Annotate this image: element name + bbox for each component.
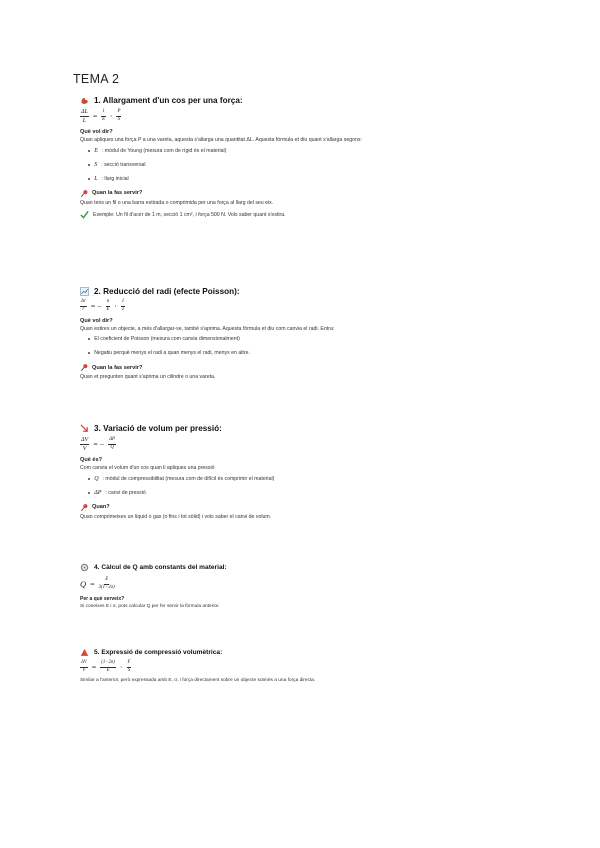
section-4 [80, 563, 550, 611]
list-item: Q : mòdul de compressibilitat (mesura com de difícil és comprimir el material) [88, 475, 550, 483]
pushpin-icon [80, 503, 89, 512]
formula: $\frac{\Delta V}{V}$ = $\frac{(1-2\sigma)}{E}$ · $\frac{F}{S}$ [81, 660, 131, 673]
paragraph: Quan comprimeixes un líquid o gas (o fins i tot sòlid) i vols saber el canvi de volum. [80, 513, 272, 520]
section-2 [80, 287, 550, 382]
paragraph: Quan estires un objecte, a més d'allargar-se, també s'aprima. Aquesta fórmula et diu com canvia el radi. Entra: [80, 325, 335, 332]
subheading: Quan la fas servir? [92, 190, 143, 197]
subheading: Quan la fas servir? [92, 364, 143, 371]
subheading: Què és? [80, 457, 103, 463]
section-title: 5. Expressió de compressió volumètrica: [94, 649, 223, 656]
paragraph: Similar a l'anterior, però expressada amb E, σ, i força directament sobre un objecte sotmès a una força directa. [80, 677, 316, 683]
paragraph: Quan tens un fil o una barra estirada o comprimida per una força al llarg del seu eix. [80, 199, 274, 206]
list-item: El coeficient de Poisson (mesura com canvia dimensionalment) [88, 335, 550, 343]
target-icon [80, 563, 89, 572]
subheading: Què vol dir? [80, 317, 113, 324]
paragraph: Com canvia el volum d'un cos quan li apliques una pressió [80, 465, 215, 471]
section-3 [80, 424, 550, 521]
formula: $\frac{\Delta r}{r}$ = − $\frac{\sigma}{E}$ · $\frac{1}{2}$ [81, 299, 125, 312]
formula: Q = $\frac{E}{3(1-2\sigma)}$ [80, 577, 115, 590]
checkmark-icon [80, 210, 89, 219]
list-item: S : secció transversal [88, 161, 550, 169]
list-item: L : llarg inicial [88, 175, 550, 183]
arrow-down-icon [80, 424, 89, 433]
subheading: Què vol dir? [80, 129, 113, 135]
formula: $\frac{\Delta L}{L}$ = $\frac{1}{E}$ · $\frac{P}{S}$ [81, 109, 121, 124]
page-title: TEMA 2 [73, 72, 120, 86]
subheading: Quan? [92, 504, 110, 511]
pushpin-icon [80, 363, 89, 372]
section-1 [80, 96, 550, 219]
muscle-icon [80, 96, 89, 105]
triangle-icon [80, 648, 89, 657]
list-item: ΔP : canvi de pressió [88, 489, 550, 497]
list-item: E : mòdul de Young (mesura com de rígid és el material) [88, 147, 550, 155]
paragraph: Quan et pregunten quant s'aprima un cilindre o una vareta. [80, 374, 216, 381]
section-5 [80, 648, 550, 685]
chart-icon [80, 287, 89, 296]
section-title: 1. Allargament d'un cos per una força: [94, 96, 243, 105]
paragraph: Si coneixes E i σ, pots calcular Q per fer servir la fórmula anterior. [80, 603, 220, 609]
section-title: 4. Càlcul de Q amb constants del material: [94, 564, 227, 571]
bullet-list [80, 147, 550, 183]
subheading: Per a què serveix? [80, 595, 125, 602]
formula: $\frac{\Delta V}{V}$ = − $\frac{\Delta P}{Q}$ [81, 437, 115, 452]
section-title: 3. Variació de volum per pressió: [94, 424, 222, 433]
bullet-list [80, 475, 550, 497]
pushpin-icon [80, 189, 89, 198]
bullet-list [80, 335, 550, 357]
list-item: Negatiu perquè menys el radi a quan menys el radi, menys en altre. [88, 349, 550, 357]
section-title: 2. Reducció del radi (efecte Poisson): [94, 287, 240, 296]
paragraph: Quan apliques una força P a una vareta, aquesta s'allarga una quantitat ΔL. Aquesta fórmula et diu quant s'allarga segons: [80, 137, 362, 143]
example-text: Exemple: Un fil d'acer de 1 m, secció 1 cm², i força 500 N. Vols saber quant s'estira. [93, 211, 286, 218]
